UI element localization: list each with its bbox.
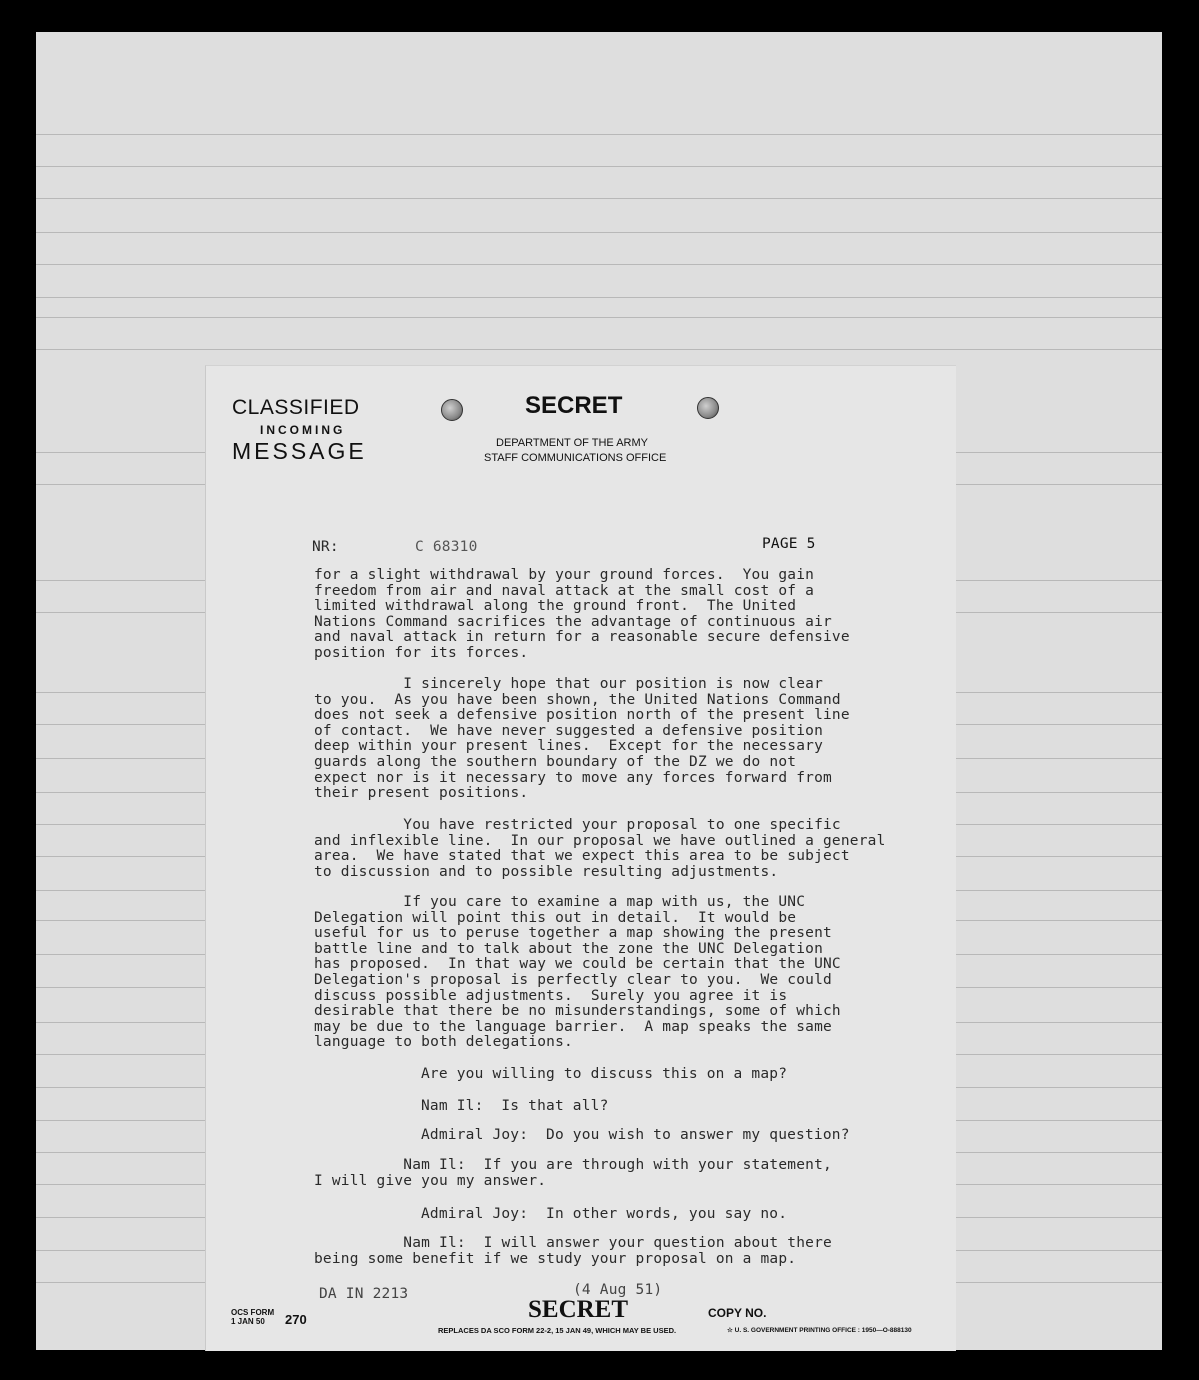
nam-il-reply-2: Nam Il: If you are through with your statement, I will give you my answer. <box>314 1157 832 1189</box>
classified-heading: CLASSIFIED <box>232 396 360 419</box>
admiral-joy-line-2: Admiral Joy: In other words, you say no. <box>421 1206 788 1222</box>
punch-hole-right <box>697 397 719 419</box>
department-label: DEPARTMENT OF THE ARMY <box>496 437 648 449</box>
incoming-heading: INCOMING <box>260 423 346 437</box>
paragraph-1: for a slight withdrawal by your ground forces. You gain freedom from air and naval attack at the small cost of a limited withdrawal along the ground front. The United Nations Command sacrifices the advantage of continuous air and naval attack in return for a reasonable secure defensive position for its forces. <box>314 567 850 661</box>
nam-il-reply-3: Nam Il: I will answer your question about there being some benefit if we study your proposal on a map. <box>314 1235 832 1267</box>
nam-il-reply-1: Nam Il: Is that all? <box>421 1098 609 1114</box>
paragraph-4: If you care to examine a map with us, the UNC Delegation will point this out in detail. It would be useful for us to peruse together a map showing the present battle line and to talk about the zone the UNC Delegation has proposed. In that way we could be certain that the UNC Delegation's proposal is perfectly clear to you. We could discuss possible adjustments. Surely you agree it is desirable that there be no misunderstandings, some of which may be due to the language barrier. A map speaks the same language to both delegations. <box>314 894 841 1051</box>
paragraph-3: You have restricted your proposal to one specific and inflexible line. In our proposal we have outlined a general area. We have stated that we expect this area to be subject to discussion and to possible resulting adjustments. <box>314 817 886 880</box>
form-id-line-1: OCS FORM <box>231 1308 275 1317</box>
printing-office-note: ☆ U. S. GOVERNMENT PRINTING OFFICE : 1950—O-888130 <box>727 1327 912 1334</box>
form-id <box>231 1308 274 1326</box>
replaces-note: REPLACES DA SCO FORM 22-2, 15 JAN 49, WHICH MAY BE USED. <box>438 1326 677 1335</box>
form-number: 270 <box>285 1312 307 1327</box>
message-date: (4 Aug 51) <box>573 1282 663 1298</box>
admiral-joy-line-1: Admiral Joy: Do you wish to answer my question? <box>421 1127 850 1143</box>
secret-heading: SECRET <box>525 392 623 419</box>
page-number: PAGE 5 <box>762 536 816 552</box>
nr-label: NR: <box>312 539 339 555</box>
office-label: STAFF COMMUNICATIONS OFFICE <box>484 452 667 464</box>
punch-hole-left <box>441 399 463 421</box>
question-map: Are you willing to discuss this on a map? <box>421 1066 788 1082</box>
form-id-line-2: 1 JAN 50 <box>231 1317 265 1326</box>
secret-footer: SECRET <box>528 1296 629 1323</box>
message-heading: MESSAGE <box>232 438 367 464</box>
da-in-number: DA IN 2213 <box>319 1286 409 1302</box>
nr-value: C 68310 <box>415 539 478 555</box>
paragraph-2: I sincerely hope that our position is now clear to you. As you have been shown, the United Nations Command does not seek a defensive position north of the present line of contact. We have never suggested a defensive position deep within your present lines. Except for the necessary guards along the southern boundary of the DZ we do not expect nor is it necessary to move any forces forward from their present positions. <box>314 676 850 802</box>
copy-number-label: COPY NO. <box>708 1306 767 1320</box>
